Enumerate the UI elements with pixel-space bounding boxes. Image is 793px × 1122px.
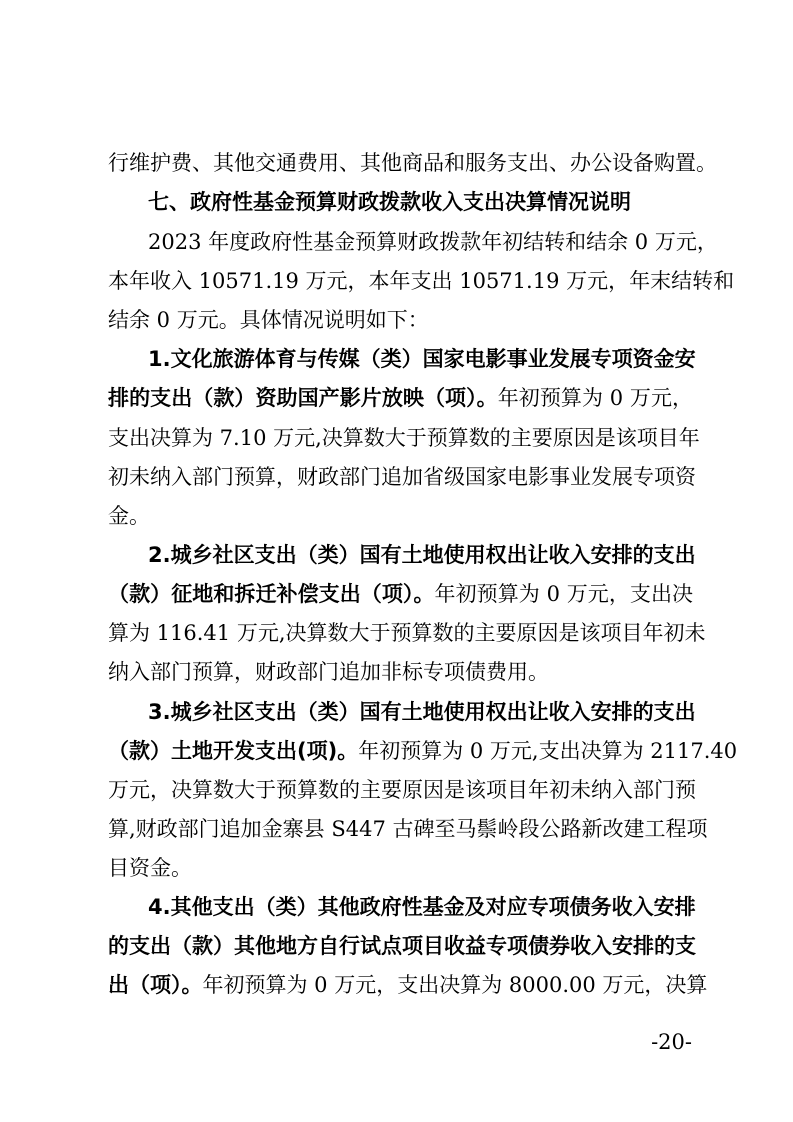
paragraph-line: 算,财政部门追加金寨县 S447 古碑至马鬃岭段公路新改建工程项 (108, 817, 708, 841)
paragraph-line: 行维护费、其他交通费用、其他商品和服务支出、办公设备购置。 (108, 151, 717, 175)
paragraph-line: 金。 (108, 504, 150, 528)
item-heading: 4.其他支出（类）其他政府性基金及对应专项债务收入安排 (148, 895, 696, 919)
item-heading: 出（项）。 (108, 973, 203, 997)
paragraph-line: 算为 116.41 万元,决算数大于预算数的主要原因是该项目年初未 (108, 621, 706, 645)
item-heading: 排的支出（款）资助国产影片放映（项）。 (108, 386, 498, 410)
paragraph-line (108, 382, 693, 414)
paragraph-text: 年初预算为 0 万元，支出决 (434, 582, 694, 606)
paragraph-line: 万元，决算数大于预算数的主要原因是该项目年初未纳入部门预 (108, 778, 696, 802)
paragraph-text: 年初预算为 0 万元， (497, 386, 694, 410)
paragraph-line (108, 578, 693, 610)
paragraph-text: 年初预算为 0 万元，支出决算为 8000.00 万元，决算 (202, 973, 708, 997)
item-heading: 2.城乡社区支出（类）国有土地使用权出让收入安排的支出 (148, 543, 696, 567)
paragraph-line: 2023 年度政府性基金预算财政拨款年初结转和结余 0 万元， (148, 230, 718, 254)
paragraph-line: 目资金。 (108, 856, 192, 880)
item-heading: 3.城乡社区支出（类）国有土地使用权出让收入安排的支出 (148, 700, 696, 724)
item-heading: （款）土地开发支出(项)。 (108, 739, 359, 763)
paragraph-line (108, 969, 708, 1001)
paragraph-line: 纳入部门预算，财政部门追加非标专项债费用。 (108, 660, 549, 684)
paragraph-text: 年初预算为 0 万元,支出决算为 2117.40 (358, 739, 738, 763)
item-heading: （款）征地和拆迁补偿支出（项）。 (108, 582, 435, 606)
page-number: -20- (651, 1030, 692, 1054)
paragraph-line: 初未纳入部门预算，财政部门追加省级国家电影事业发展专项资 (108, 465, 696, 489)
paragraph-line: 支出决算为 7.10 万元,决算数大于预算数的主要原因是该项目年 (108, 426, 700, 450)
section-heading: 七、政府性基金预算财政拨款收入支出决算情况说明 (148, 190, 631, 214)
paragraph-line (108, 735, 738, 767)
item-heading: 的支出（款）其他地方自行试点项目收益专项债券收入安排的支 (108, 934, 696, 958)
paragraph-line: 结余 0 万元。具体情况说明如下： (108, 308, 429, 332)
item-heading: 1.文化旅游体育与传媒（类）国家电影事业发展专项资金安 (148, 347, 696, 371)
paragraph-line: 本年收入 10571.19 万元，本年支出 10571.19 万元，年末结转和 (108, 269, 735, 293)
